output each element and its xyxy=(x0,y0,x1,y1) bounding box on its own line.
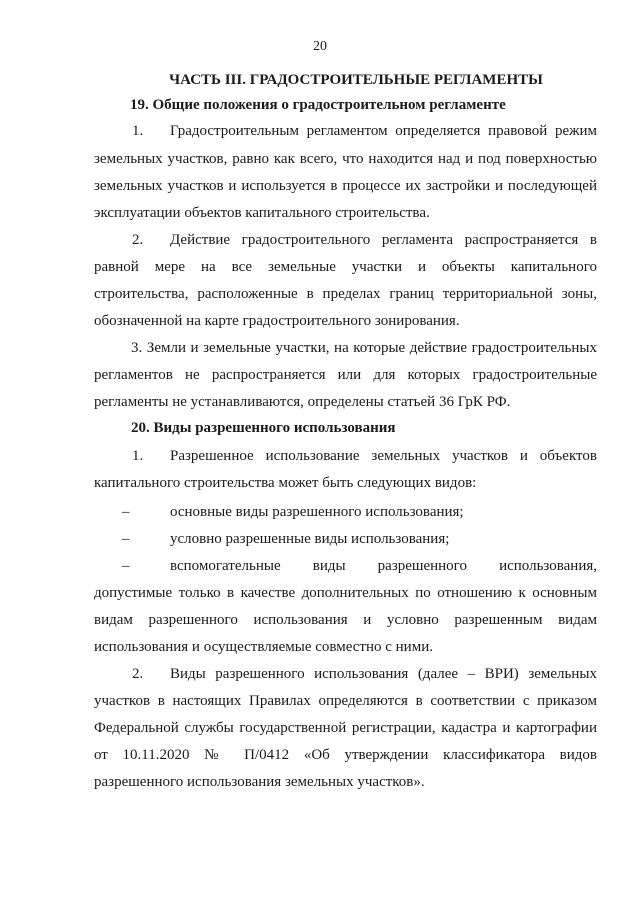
section-19-p2-line: равной мере на все земельные участки и объекты капитального xyxy=(94,259,597,275)
bullet-continuation-line: видам разрешенного использования и условно разрешенным видам xyxy=(94,612,597,628)
section-19-p1-line: эксплуатации объектов капитального строительства. xyxy=(94,205,430,221)
section-20-title: 20. Виды разрешенного использования xyxy=(131,420,396,436)
bullet-dash: – xyxy=(122,531,130,547)
section-20-p2-line: Федеральной службы государственной регистрации, кадастра и картографии xyxy=(94,720,597,736)
section-19-title: 19. Общие положения о градостроительном регламенте xyxy=(130,97,506,113)
bullet-continuation-line: использования и осуществляемые совместно с ними. xyxy=(94,639,433,655)
section-20-p2-line: разрешенного использования земельных участков». xyxy=(94,774,425,790)
bullet-text: условно разрешенные виды использования; xyxy=(170,531,450,547)
bullet-dash: – xyxy=(122,504,130,520)
section-20-p1-line: капитального строительства может быть следующих видов: xyxy=(94,475,477,491)
bullet-text: вспомогательные виды разрешенного использования, xyxy=(170,558,597,574)
section-19-p1-number: 1. xyxy=(132,123,144,139)
section-20-p2-line: Виды разрешенного использования (далее – ВРИ) земельных xyxy=(170,666,597,682)
section-19-p1-line: Градостроительным регламентом определяется правовой режим xyxy=(170,123,597,139)
section-19-p1-line: земельных участков и используется в процессе их застройки и последующей xyxy=(94,178,597,194)
bullet-dash: – xyxy=(122,558,130,574)
section-20-p1-line: Разрешенное использование земельных участков и объектов xyxy=(170,448,597,464)
section-19-p3-line: регламентов не распространяется или для которых градостроительные xyxy=(94,367,597,383)
section-20-p2-number: 2. xyxy=(132,666,144,682)
section-19-p1-line: земельных участков, равно как всего, что находится над и под поверхностью xyxy=(94,151,597,167)
section-19-p2-line: строительства, расположенные в пределах границ территориальной зоны, xyxy=(94,286,597,302)
section-19-p3-line: регламенты не устанавливаются, определены статьей 36 ГрК РФ. xyxy=(94,394,511,410)
section-19-p2-number: 2. xyxy=(132,232,144,248)
section-19-p2-line: обозначенной на карте градостроительного зонирования. xyxy=(94,313,460,329)
section-20-p2-line: участков в настоящих Правилах определяются в соответствии с приказом xyxy=(94,693,597,709)
bullet-text: основные виды разрешенного использования; xyxy=(170,504,464,520)
section-19-p2-line: Действие градостроительного регламента распространяется в xyxy=(170,232,597,248)
section-20-p2-line: от 10.11.2020 № П/0412 «Об утверждении классификатора видов xyxy=(94,747,597,763)
part-title: ЧАСТЬ III. ГРАДОСТРОИТЕЛЬНЫЕ РЕГЛАМЕНТЫ xyxy=(169,72,543,88)
bullet-continuation-line: допустимые только в качестве дополнительных по отношению к основным xyxy=(94,585,597,601)
section-19-p3-line: 3. Земли и земельные участки, на которые действие градостроительных xyxy=(131,340,597,356)
page-number: 20 xyxy=(313,39,327,54)
section-20-p1-number: 1. xyxy=(132,448,144,464)
